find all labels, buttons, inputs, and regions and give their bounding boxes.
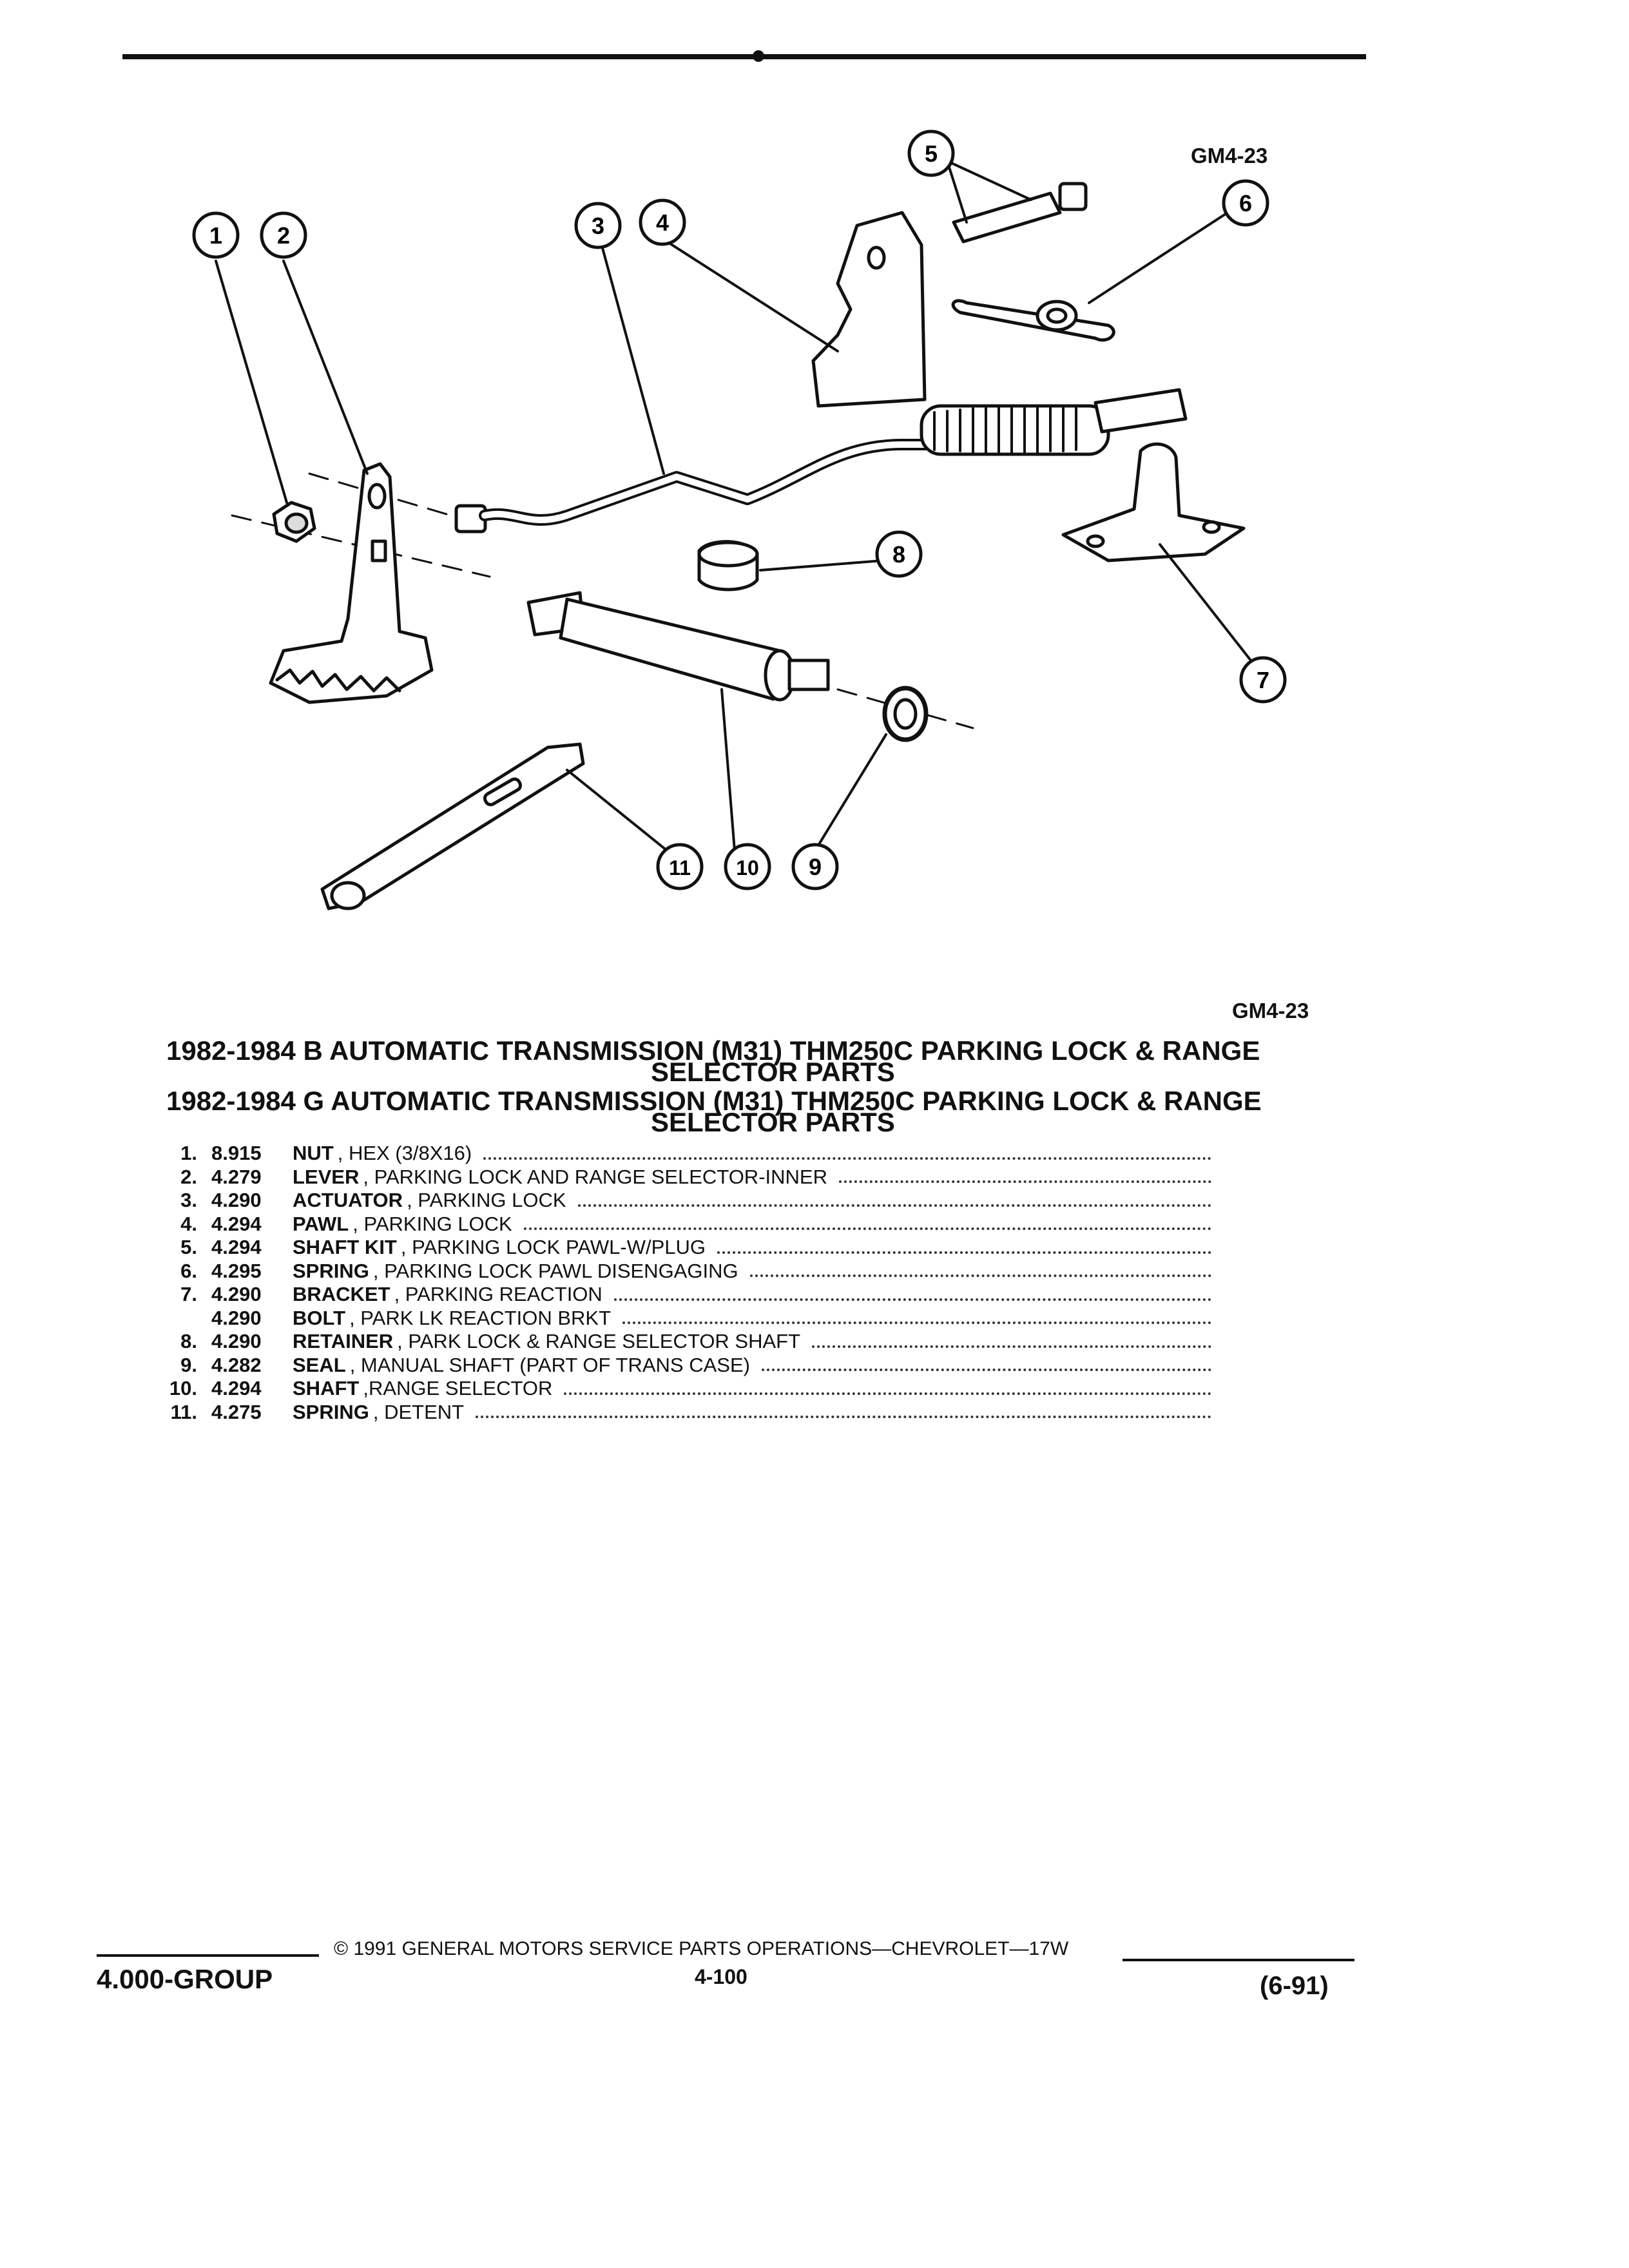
- svg-text:2: 2: [276, 222, 291, 249]
- callout-4: [641, 200, 684, 244]
- callout-7: [1241, 658, 1285, 702]
- callout-6: [1224, 181, 1268, 225]
- parts-list: [155, 1142, 1211, 1424]
- callout-circles: [194, 131, 1285, 889]
- footer-revision-date: (6-91): [1260, 1972, 1329, 2000]
- detent-spring-part: [322, 744, 583, 908]
- callout-2: [262, 213, 305, 257]
- callout-1: [194, 213, 238, 257]
- footer-rule-right: [1123, 1959, 1354, 1961]
- callout-8: [877, 532, 921, 576]
- svg-text:4: 4: [655, 209, 670, 236]
- parts-row: 5. 4.294 SHAFT KIT , PARKING LOCK PAWL-W/PLUG: [155, 1236, 1211, 1260]
- title-subline-1: SELECTOR PARTS: [651, 1057, 895, 1087]
- svg-text:3: 3: [591, 213, 605, 239]
- callout-5: [909, 131, 953, 175]
- footer-page-number: 4-100: [695, 1965, 747, 1988]
- svg-text:8: 8: [892, 541, 906, 568]
- disengaging-spring-part: [953, 301, 1113, 340]
- hex-nut-part: [274, 503, 314, 541]
- parts-row: 7. 4.290 BRACKET , PARKING REACTION: [155, 1283, 1211, 1307]
- footer-rule-left: [97, 1954, 319, 1957]
- actuator-rod-part: [456, 390, 1186, 532]
- parts-row: 4. 4.294 PAWL , PARKING LOCK: [155, 1213, 1211, 1236]
- footer-group-label: 4.000-GROUP: [97, 1964, 273, 1994]
- manual-shaft-seal-part: [885, 688, 926, 740]
- footer-copyright: © 1991 GENERAL MOTORS SERVICE PARTS OPERATIONS—CHEVROLET—17W: [334, 1938, 1069, 1959]
- callout-3: [576, 204, 620, 247]
- parts-row: 11. 4.275 SPRING , DETENT: [155, 1401, 1211, 1425]
- svg-text:5: 5: [924, 140, 938, 167]
- pawl-part: [813, 213, 925, 406]
- title-subline-2: SELECTOR PARTS: [651, 1107, 895, 1137]
- svg-text:6: 6: [1239, 190, 1253, 216]
- svg-text:11: 11: [669, 856, 691, 879]
- exploded-parts-diagram: [0, 0, 1629, 1005]
- parts-row: 6. 4.295 SPRING , PARKING LOCK PAWL DISENGAGING: [155, 1260, 1211, 1283]
- parts-row: 2. 4.279 LEVER , PARKING LOCK AND RANGE SELECTOR-INNER: [155, 1166, 1211, 1189]
- parts-row: 4.290 BOLT , PARK LK REACTION BRKT: [155, 1307, 1211, 1331]
- parts-row: 9. 4.282 SEAL , MANUAL SHAFT (PART OF TRANS CASE): [155, 1354, 1211, 1378]
- svg-text:1: 1: [209, 222, 223, 249]
- callout-9: [793, 845, 837, 889]
- svg-text:7: 7: [1256, 667, 1270, 693]
- parts-row: 1. 8.915 NUT , HEX (3/8X16): [155, 1142, 1211, 1166]
- parts-row: 8. 4.290 RETAINER , PARK LOCK & RANGE SELECTOR SHAFT: [155, 1330, 1211, 1354]
- parking-reaction-bracket-part: [1063, 444, 1244, 561]
- svg-text:10: 10: [736, 856, 759, 879]
- parts-row: 3. 4.290 ACTUATOR , PARKING LOCK: [155, 1189, 1211, 1213]
- figure-code-bottom: GM4-23: [1232, 999, 1309, 1023]
- inner-lever-part: [271, 464, 432, 702]
- title-line-1: 1982-1984 B AUTOMATIC TRANSMISSION (M31) THM250C PARKING LOCK & RANGE: [166, 1035, 1260, 1066]
- svg-text:9: 9: [808, 854, 822, 880]
- retainer-clip-part: [699, 542, 757, 590]
- range-selector-shaft-part: [528, 593, 828, 700]
- title-line-2: 1982-1984 G AUTOMATIC TRANSMISSION (M31) THM250C PARKING LOCK & RANGE: [166, 1086, 1262, 1116]
- figure-code-top: GM4-23: [1191, 144, 1268, 168]
- shaft-kit-pin-part: [954, 184, 1086, 242]
- parts-row: 10. 4.294 SHAFT ,RANGE SELECTOR: [155, 1377, 1211, 1401]
- callout-10: [726, 845, 769, 889]
- callout-11: [658, 845, 702, 889]
